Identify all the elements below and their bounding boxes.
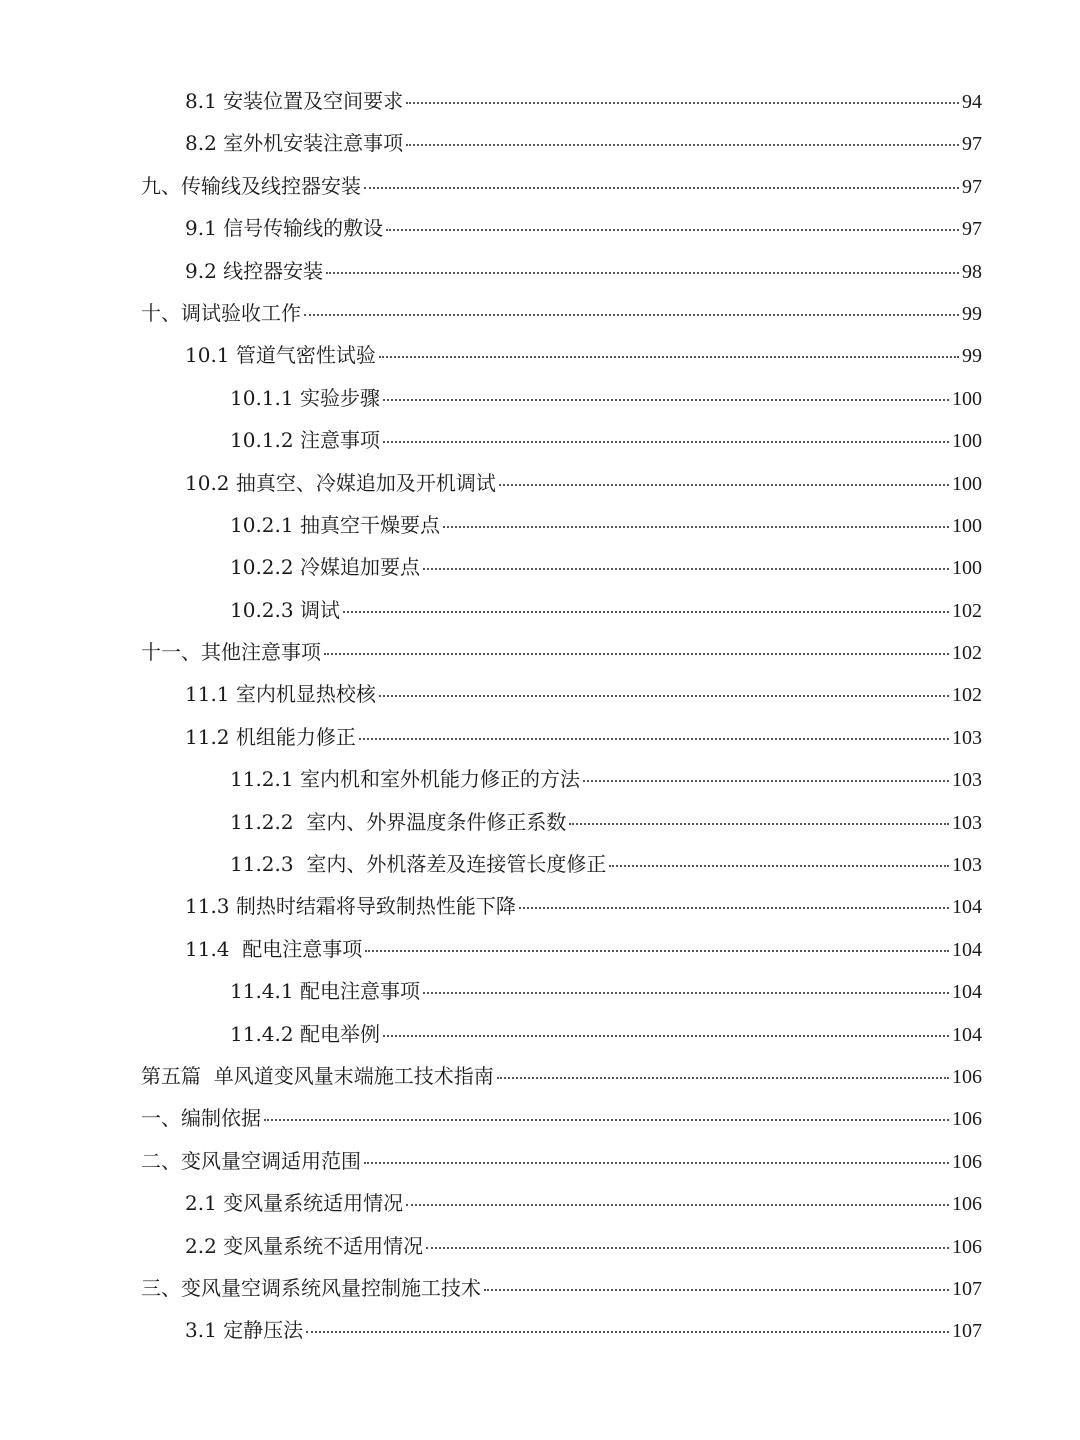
toc-entry[interactable] [0,122,1080,164]
toc-entry-title: 十、调试验收工作 [141,300,301,325]
dot-leader [359,738,949,740]
toc-entry[interactable] [0,250,1080,292]
dot-leader [609,865,949,867]
toc-entry[interactable] [0,377,1080,419]
toc-entry-page-number: 107 [952,1277,982,1300]
toc-entry[interactable] [0,1013,1080,1055]
dot-leader [383,399,949,401]
toc-entry-page-number: 102 [952,599,982,622]
dot-leader [423,992,949,994]
toc-entry-title: 11.2.2 室内、外界温度条件修正系数 [230,809,567,834]
toc-entry-title: 2.2 变风量系统不适用情况 [185,1233,424,1258]
toc-entry[interactable] [0,758,1080,800]
dot-leader [426,1247,949,1249]
dot-leader [326,272,959,274]
toc-entry-title: 11.4 配电注意事项 [185,936,363,961]
toc-entry-page-number: 106 [952,1235,982,1258]
dot-leader [379,356,959,358]
toc-entry[interactable] [0,673,1080,715]
dot-leader [423,568,949,570]
toc-entry-title: 11.3 制热时结霜将导致制热性能下降 [185,894,516,919]
toc-entry[interactable] [0,1267,1080,1309]
toc-entry-title: 二、变风量空调适用范围 [141,1148,361,1173]
toc-entry-title: 十一、其他注意事项 [141,640,321,665]
toc-entry[interactable] [0,334,1080,376]
toc-entry-title: 11.4.2 配电举例 [230,1021,380,1046]
toc-entry-title: 10.1.2 注意事项 [230,428,380,453]
toc-entry-page-number: 97 [962,133,982,156]
toc-entry-title: 九、传输线及线控器安装 [141,173,361,198]
dot-leader [343,611,949,613]
toc-entry-page-number: 107 [952,1320,982,1343]
dot-leader [499,484,949,486]
toc-entry[interactable] [0,631,1080,673]
dot-leader [379,695,949,697]
toc-entry[interactable] [0,462,1080,504]
toc-entry-page-number: 99 [962,302,982,325]
toc-entry-page-number: 100 [952,387,982,410]
dot-leader [519,907,949,909]
toc-entry[interactable] [0,1140,1080,1182]
toc-entry-title: 11.4.1 配电注意事项 [230,979,420,1004]
toc-entry-title: 10.2 抽真空、冷媒追加及开机调试 [185,470,496,495]
toc-entry-page-number: 104 [952,1023,982,1046]
toc-entry-page-number: 100 [952,430,982,453]
toc-entry-title: 8.2 室外机安装注意事项 [185,131,404,156]
toc-entry[interactable] [0,716,1080,758]
toc-entry[interactable] [0,80,1080,122]
toc-entry-page-number: 102 [952,642,982,665]
toc-entry[interactable] [0,843,1080,885]
toc-entry-title: 8.1 安装位置及空间要求 [185,89,404,113]
toc-entry-page-number: 102 [952,684,982,707]
toc-entry[interactable] [0,1097,1080,1139]
toc-entry-page-number: 104 [952,896,982,919]
toc-entry[interactable] [0,292,1080,334]
toc-entry-page-number: 100 [952,472,982,495]
toc-entry-title: 11.2 机组能力修正 [185,724,356,749]
dot-leader [406,1204,949,1206]
toc-entry-page-number: 98 [962,260,982,283]
dot-leader [406,144,959,146]
toc-entry[interactable] [0,419,1080,461]
toc-entry-title: 第五篇 单风道变风量末端施工技术指南 [141,1063,494,1088]
toc-entry-page-number: 106 [952,1108,982,1131]
toc-entry-title: 9.2 线控器安装 [185,258,324,283]
toc-entry-page-number: 106 [952,1065,982,1088]
toc-entry-page-number: 103 [952,854,982,877]
toc-entry-page-number: 100 [952,557,982,580]
dot-leader [583,780,949,782]
toc-entry[interactable] [0,546,1080,588]
toc-entry-page-number: 103 [952,811,982,834]
table-of-contents [0,80,1080,1352]
dot-leader [324,653,949,655]
toc-entry-title: 10.2.1 抽真空干燥要点 [230,512,440,537]
dot-leader [383,441,949,443]
toc-entry-title: 三、变风量空调系统风量控制施工技术 [141,1275,481,1300]
dot-leader [569,823,949,825]
toc-entry-page-number: 106 [952,1150,982,1173]
toc-entry[interactable] [0,1225,1080,1267]
toc-entry-page-number: 94 [962,91,982,113]
toc-entry-title: 10.1.1 实验步骤 [230,385,380,410]
dot-leader [264,1119,949,1121]
toc-entry-page-number: 106 [952,1193,982,1216]
toc-entry[interactable] [0,589,1080,631]
toc-entry[interactable] [0,1055,1080,1097]
toc-entry-page-number: 99 [962,345,982,368]
toc-entry-page-number: 103 [952,726,982,749]
toc-entry-page-number: 97 [962,218,982,241]
dot-leader [484,1289,949,1291]
dot-leader [386,229,959,231]
toc-entry-page-number: 104 [952,981,982,1004]
dot-leader [406,102,959,104]
toc-entry-page-number: 97 [962,175,982,198]
dot-leader [364,1162,949,1164]
toc-entry-page-number: 104 [952,938,982,961]
toc-entry-title: 11.1 室内机显热校核 [185,682,376,707]
toc-entry[interactable] [0,928,1080,970]
toc-entry-title: 10.1 管道气密性试验 [185,343,376,368]
dot-leader [364,187,959,189]
toc-entry[interactable] [0,801,1080,843]
dot-leader [304,314,959,316]
toc-entry-title: 9.1 信号传输线的敷设 [185,216,384,241]
toc-entry-title: 10.2.2 冷媒追加要点 [230,555,420,580]
toc-entry-page-number: 103 [952,769,982,792]
dot-leader [306,1331,949,1333]
toc-entry[interactable] [0,1182,1080,1224]
toc-entry-title: 3.1 定静压法 [185,1318,304,1343]
toc-entry[interactable] [0,504,1080,546]
toc-entry[interactable] [0,207,1080,249]
toc-entry[interactable] [0,1309,1080,1351]
toc-entry-page-number: 100 [952,514,982,537]
dot-leader [365,950,949,952]
toc-entry[interactable] [0,165,1080,207]
toc-entry-title: 一、编制依据 [141,1106,261,1131]
toc-entry-title: 2.1 变风量系统适用情况 [185,1191,404,1216]
toc-entry-title: 11.2.1 室内机和室外机能力修正的方法 [230,767,580,792]
dot-leader [443,526,949,528]
dot-leader [383,1035,949,1037]
toc-entry[interactable] [0,970,1080,1012]
toc-entry-title: 11.2.3 室内、外机落差及连接管长度修正 [230,852,607,877]
toc-entry-title: 10.2.3 调试 [230,597,340,622]
dot-leader [497,1077,949,1079]
toc-entry[interactable] [0,885,1080,927]
